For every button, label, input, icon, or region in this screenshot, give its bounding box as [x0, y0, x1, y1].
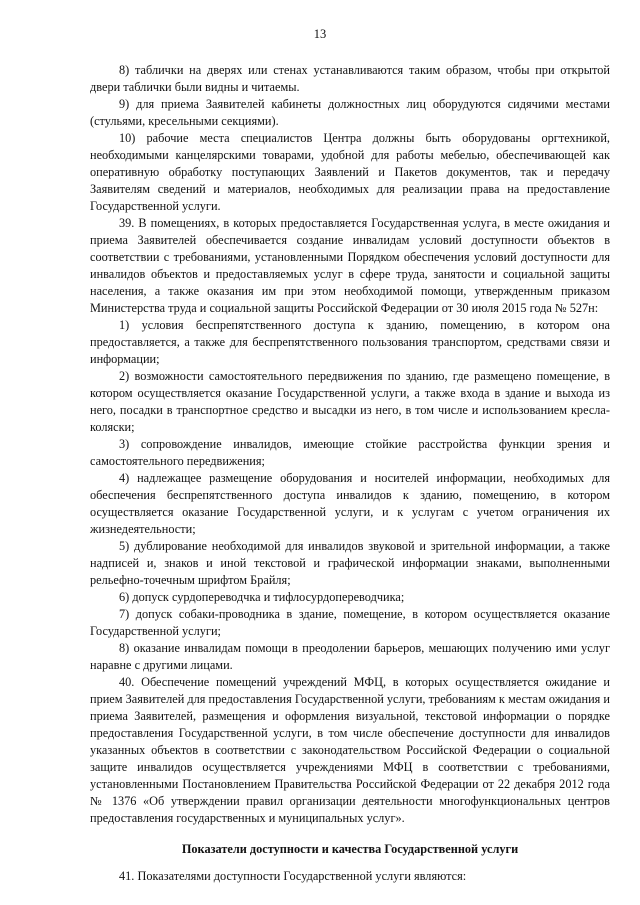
document-body: [90, 62, 610, 885]
paragraph: 40. Обеспечение помещений учреждений МФЦ, в которых осуществляется ожидание и прием Заявителей для предоставления Государственной услуги, требованиям к местам ожидания и приема Заявителей, размещения и оформления визуальной, текстовой информации о порядке предоставления Государственной услуги, в том числе обеспечение доступности для инвалидов указанных объектов в соответствии с законодательством Российской Федерации о социальной защите инвалидов осуществляется учреждениями МФЦ в соответствии с требованиями, установленными Постановлением Правительства Российской Федерации от 22 декабря 2012 года № 1376 «Об утверждении правил организации деятельности многофункциональных центров предоставления государственных и муниципальных услуг».: [90, 675, 610, 825]
paragraph: 39. В помещениях, в которых предоставляется Государственная услуга, в месте ожидания и приема Заявителей обеспечивается создание инвалидам условий доступности объектов в соответствии с требованиями, установленными Порядком обеспечения условий доступности для инвалидов объектов и предоставляемых услуг в сфере труда, занятости и социальной защиты населения, а также оказания им при этом необходимой помощи, утвержденным приказом Министерства труда и социальной защиты Российской Федерации от 30 июля 2015 года № 527н:: [90, 216, 610, 315]
paragraph: 1) условия беспрепятственного доступа к зданию, помещению, в котором она предоставляется, а также для беспрепятственного пользования транспортом, средствами связи и информации;: [90, 318, 610, 366]
section-heading: Показатели доступности и качества Государственной услуги: [181, 842, 519, 856]
paragraph: 10) рабочие места специалистов Центра должны быть оборудованы оргтехникой, необходимыми канцелярскими товарами, удобной для работы мебелью, обеспечивающей как оперативную обработку поступающих Заявлений и Пакетов документов, так и передачу Заявителям сведений и материалов, необходимых для реализации права на предоставление Государственной услуги.: [90, 131, 610, 213]
paragraph: 3) сопровождение инвалидов, имеющие стойкие расстройства функции зрения и самостоятельного передвижения;: [90, 437, 610, 468]
paragraph: 4) надлежащее размещение оборудования и носителей информации, необходимых для обеспечения беспрепятственного доступа инвалидов к зданию, помещению, в котором осуществляется оказание Государственной услуги, и к услугам с учетом ограничения их жизнедеятельности;: [90, 471, 610, 536]
paragraph: 6) допуск сурдопереводчка и тифлосурдопереводчика;: [119, 590, 405, 604]
paragraph: 5) дублирование необходимой для инвалидов звуковой и зрительной информации, а также надписей и, знаков и иной текстовой и графической информации знаками, выполненными рельефно-точечным шрифтом Брайля;: [90, 539, 610, 587]
paragraph: 9) для приема Заявителей кабинеты должностных лиц оборудуются сидячими местами (стульями, кресельными секциями).: [90, 97, 610, 128]
paragraph: 7) допуск собаки-проводника в здание, помещение, в котором осуществляется оказание Государственной услуги;: [90, 607, 610, 638]
paragraph: 8) таблички на дверях или стенах устанавливаются таким образом, чтобы при открытой двери таблички были видны и читаемы.: [90, 63, 610, 94]
paragraph: 41. Показателями доступности Государственной услуги являются:: [119, 869, 467, 883]
page-number: 13: [313, 27, 327, 41]
paragraph: 2) возможности самостоятельного передвижения по зданию, где размещено помещение, в котором осуществляется оказание Государственной услуги, а также входа в здание и выхода из него, посадки в транспортное средство и высадки из него, в том числе и использованием кресла-коляски;: [90, 369, 610, 434]
paragraph: 8) оказание инвалидам помощи в преодолении барьеров, мешающих получению ими услуг наравне с другими лицами.: [90, 641, 610, 672]
